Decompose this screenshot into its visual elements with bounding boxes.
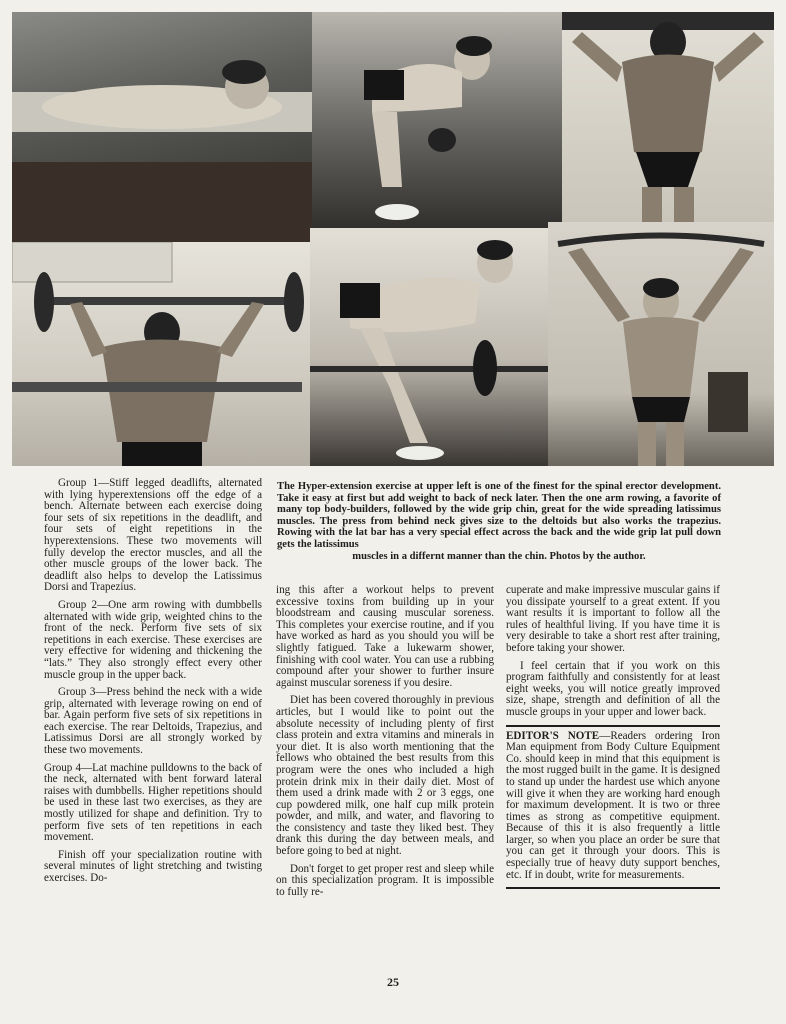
press-behind-neck-photo (12, 242, 310, 466)
paragraph-group-1: Group 1—Stiff legged deadlifts, alternated with lying hyperextensions off the edge of a bench. Alternate between each exercise doing four sets of six repetitions in the deadlift, and four sets of eight repetitions in the hyperextensions. These two movements will fully develop the erector muscles, and all the other muscle groups of the lower back. The deadlift also helps to develop the Latissimus Dorsi and Trapezius. (44, 477, 262, 594)
article-column-3 (506, 585, 720, 889)
editors-note-text: —Readers ordering Iron Man equipment from Body Culture Equipment Co. should keep in mind that this equipment is the most rugged built in the game. It is designed to stand up under the hardest use which anyone will give it when they are working hard enough for maximum development. It is two or three times as strong as competitive equipment. Because of this it is also frequently a little larger, so when you place an order be sure that you can get it through your doors. This is especially true of heavy duty support benches, etc. If in doubt, write for measurements. (506, 729, 720, 881)
article-column-1 (44, 478, 262, 891)
lat-pulldown-photo (548, 222, 774, 466)
editors-note-label: EDITOR'S NOTE (506, 729, 600, 742)
bar-rowing-photo (310, 228, 548, 466)
paragraph-group-4: Group 4—Lat machine pulldowns to the back of the neck, alternated with bent forward lateral raises with dumbbells. Higher repetitions should be used in these last two exercises, as they are mostly utilized for shape and definition. Try to perform five sets of ten repetitions in each movement. (44, 761, 262, 844)
editor-note-bottom-rule (506, 887, 720, 889)
article-column-2 (276, 585, 494, 904)
editor-note-top-rule (506, 725, 720, 727)
paragraph-recuperate: cuperate and make impressive muscular gains if you dissipate yourself to a great extent. If you want results it is important to follow all the rules of healthful living. If you have time it is very desirable to take a short rest after training, before taking your shower. (506, 584, 720, 654)
paragraph-shower: ing this after a workout helps to prevent excessive toxins from building up in your bloodstream and causing muscular soreness. This completes your exercise routine, and if you have worked as hard as you should you will be slightly fatigued. Take a lukewarm shower, finishing with cool water. You can use a rubbing compound after your shower to further insure against muscular soreness if you desire. (276, 584, 494, 689)
paragraph-group-2: Group 2—One arm rowing with dumbbells alternated with wide grip, weighted chins to the front of the neck. Perform five sets of six repetitions in each exercise. These exercises are very effective for widening and thickening the “lats.” They also strongly effect every other muscle group in the upper back. (44, 598, 262, 681)
photo-caption (277, 481, 721, 562)
one-arm-rowing-photo (312, 12, 562, 242)
caption-credit: muscles in a differnt manner than the chin. Photos by the author. (352, 550, 646, 562)
editors-note (506, 731, 720, 882)
page-number: 25 (387, 975, 399, 989)
paragraph-conclusion: I feel certain that if you work on this program faithfully and consistently for at least eight weeks, you will notice greatly improved size, shape, strength and definition of all the muscle groups in your upper and lower back. (506, 659, 720, 718)
caption-text: The Hyper-extension exercise at upper left is one of the finest for the spinal erector development. Take it easy at first but add weight to back of neck later. Then the one arm rowing, a favorite of many top body-builders, followed by the wide grip chin, great for the wide spreading latissimus muscles. The press from behind neck gives size to the deltoids but also works the trapezius. Rowing with the lat bar has a very special effect across the back and the wide grip lat pull down gets the latissimus (277, 481, 721, 550)
paragraph-diet: Diet has been covered thoroughly in previous articles, but I would like to point out the absolute necessity of including plenty of first class protein and extra vitamins and minerals in your diet. It is also worth mentioning that the fellows who obtained the best results from this program were the ones who included a high protein drink mix in their daily diet. Most of them used a drink made with 2 or 3 eggs, one cup powdered milk, one half cup milk protein powder, and milk, and water, and flavoring to the consistency and taste they liked best. They drank this during the day between meals, and before going to bed at night. (276, 694, 494, 858)
paragraph-group-3: Group 3—Press behind the neck with a wide grip, alternated with leverage rowing on end of bar. Again perform five sets of six repetitions in each exercise. The rear Deltoids, Trapezius, and Latissimus Dorsi are all strongly worked by these two movements. (44, 686, 262, 757)
hyperextension-photo (12, 12, 312, 242)
wide-grip-chin-photo (562, 12, 774, 222)
paragraph-finish: Finish off your specialization routine with several minutes of light stretching and twisting exercises. Do- (44, 848, 262, 884)
paragraph-rest: Don't forget to get proper rest and sleep while on this specialization program. It is impossible to fully re- (276, 862, 494, 898)
